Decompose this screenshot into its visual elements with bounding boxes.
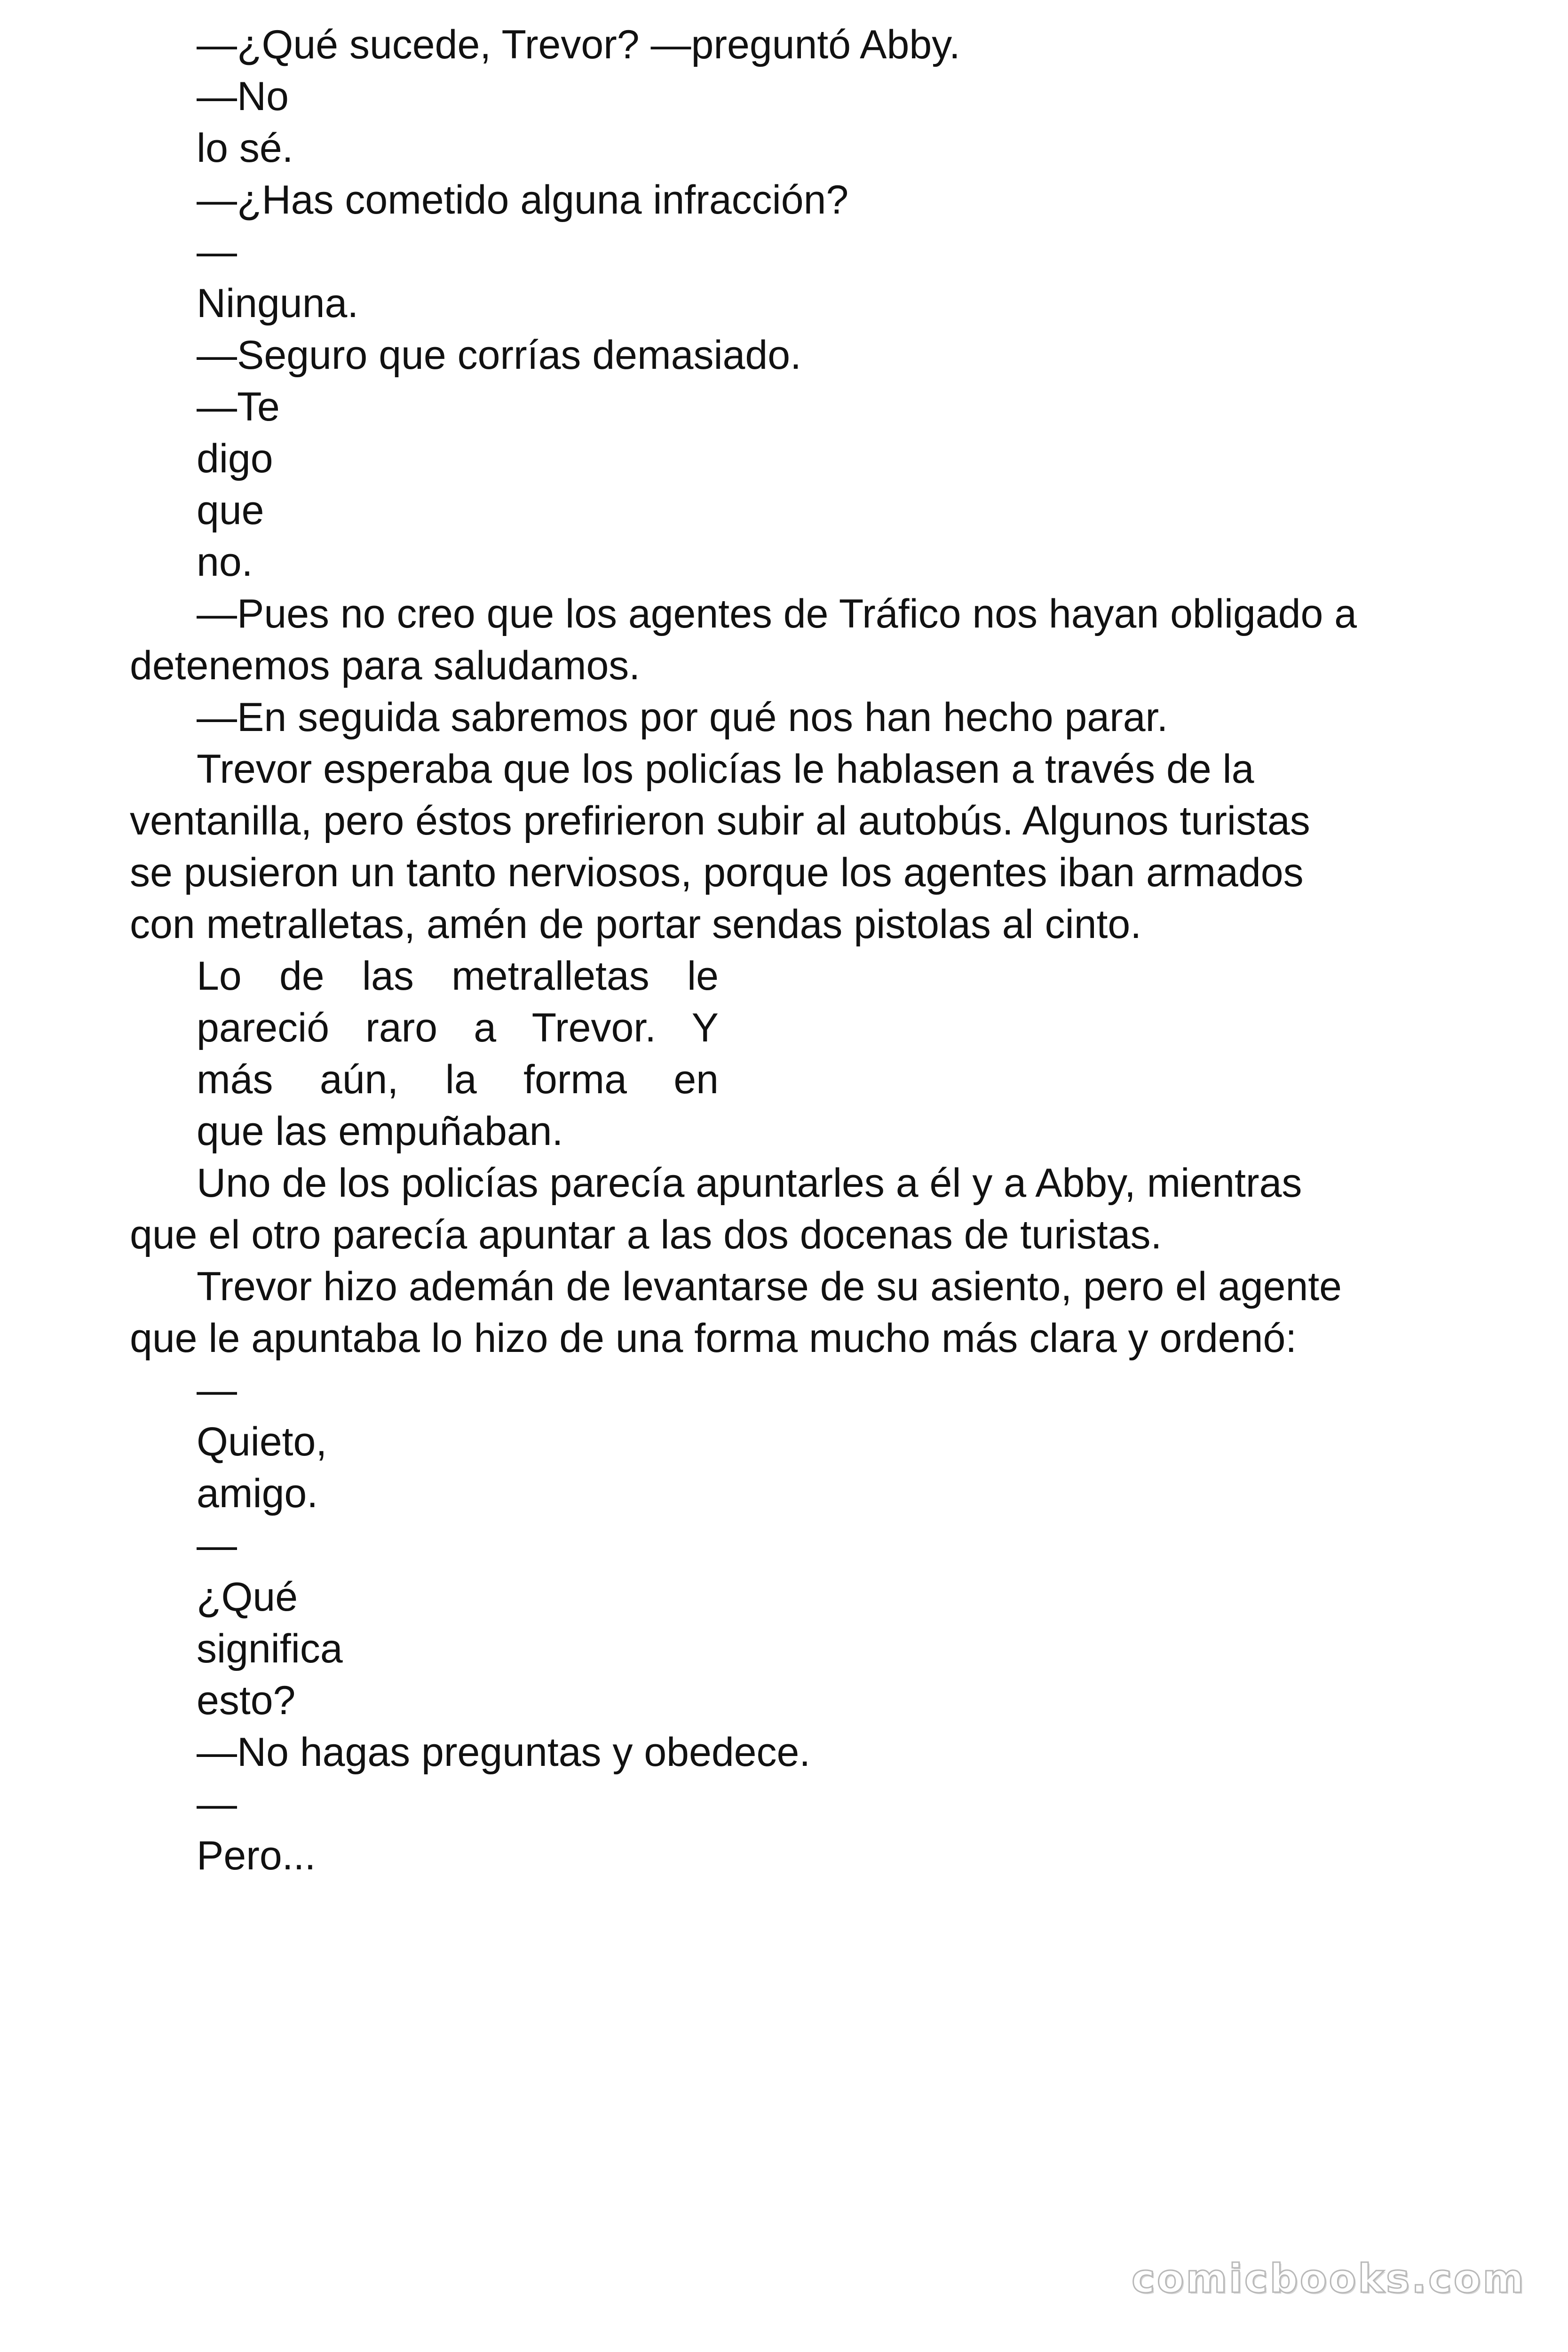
text-line: Quieto, — [197, 1419, 327, 1464]
text-line: esto? — [197, 1678, 296, 1723]
text-line: amigo. — [197, 1471, 318, 1516]
text-line: Lo de las metralletas le — [197, 954, 719, 999]
text-line: — — [197, 1367, 237, 1413]
text-line: — — [197, 1781, 237, 1827]
text-line: —¿Has cometido alguna infracción? — [197, 177, 849, 222]
text-line: —No hagas preguntas y obedece. — [197, 1730, 811, 1775]
text-line: —En seguida sabremos por qué nos han hecho parar. — [197, 695, 1168, 740]
text-line: digo — [197, 436, 273, 481]
text-line: se pusieron un tanto nerviosos, porque los agentes iban armados — [130, 850, 1304, 895]
text-line: Trevor hizo ademán de levantarse de su asiento, pero el agente — [197, 1264, 1342, 1309]
text-line: que le apuntaba lo hizo de una forma mucho más clara y ordenó: — [130, 1316, 1297, 1361]
text-line: con metralletas, amén de portar sendas pistolas al cinto. — [130, 902, 1142, 947]
body-text — [130, 19, 1447, 1882]
text-line: que — [197, 488, 264, 533]
text-line: lo sé. — [197, 126, 293, 171]
text-line: —¿Qué sucede, Trevor? —preguntó Abby. — [197, 22, 960, 67]
watermark: comicbooks.com — [1132, 2256, 1526, 2302]
text-line: Trevor esperaba que los policías le hablasen a través de la — [197, 747, 1254, 792]
text-line: detenemos para saludamos. — [130, 643, 641, 688]
text-line: — — [197, 1523, 237, 1568]
text-line: significa — [197, 1626, 343, 1671]
text-line: pareció raro a Trevor. Y — [197, 1005, 719, 1050]
text-line: —Pues no creo que los agentes de Tráfico nos hayan obligado a — [197, 591, 1357, 636]
text-line: no. — [197, 540, 253, 585]
text-line: más aún, la forma en — [197, 1057, 719, 1102]
text-line: que el otro parecía apuntar a las dos docenas de turistas. — [130, 1212, 1162, 1257]
text-line: —Seguro que corrías demasiado. — [197, 333, 801, 378]
text-line: ventanilla, pero éstos prefirieron subir al autobús. Algunos turistas — [130, 798, 1310, 843]
text-line: —Te — [197, 384, 280, 429]
text-line: — — [197, 229, 237, 274]
text-line: Ninguna. — [197, 281, 359, 326]
text-line: Uno de los policías parecía apuntarles a él y a Abby, mientras — [197, 1160, 1302, 1206]
text-line: ¿Qué — [197, 1574, 298, 1620]
text-line: Pero... — [197, 1833, 316, 1878]
text-line: que las empuñaban. — [197, 1109, 563, 1154]
text-line: —No — [197, 74, 289, 119]
